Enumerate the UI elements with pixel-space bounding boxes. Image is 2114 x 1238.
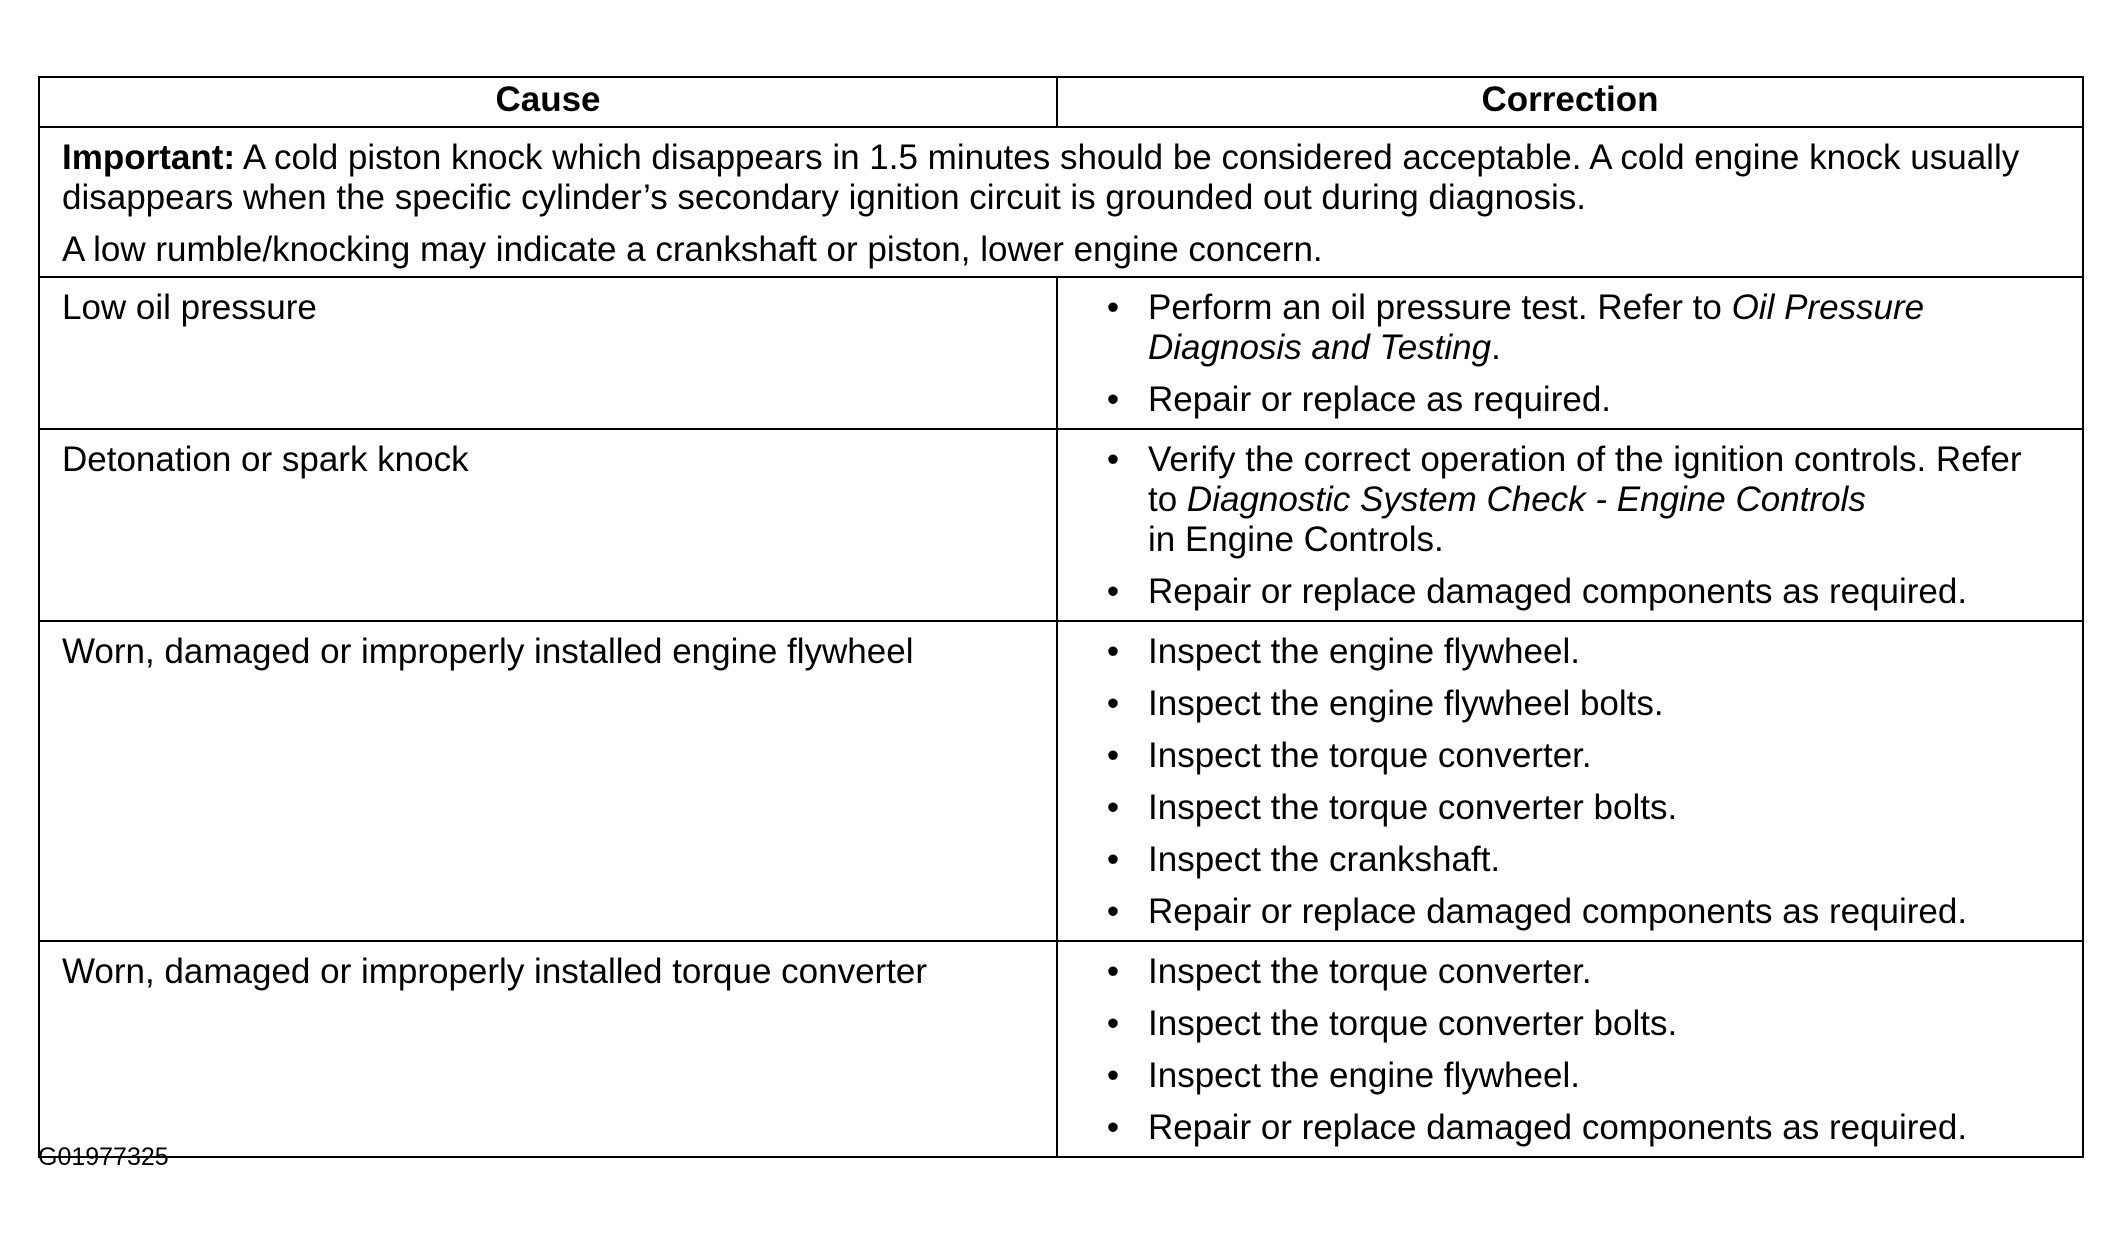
reference-text: Oil Pressure Diagnosis and Testing xyxy=(1148,288,1925,367)
correction-list xyxy=(1098,952,2060,1148)
correction-text: Inspect the engine flywheel. xyxy=(1148,1056,1580,1095)
bullet-icon: • xyxy=(1106,440,1120,479)
correction-text: Inspect the torque converter. xyxy=(1148,952,1592,991)
correction-text: Repair or replace damaged components as required. xyxy=(1148,572,1968,611)
bullet-icon: • xyxy=(1106,840,1120,879)
correction-item xyxy=(1098,952,2060,992)
correction-item xyxy=(1098,288,2060,368)
correction-text: Inspect the engine flywheel. xyxy=(1148,632,1580,671)
correction-column-header: Correction xyxy=(1057,77,2083,127)
correction-text: Inspect the torque converter bolts. xyxy=(1148,1004,1678,1043)
correction-cell xyxy=(1057,277,2083,429)
bullet-icon: • xyxy=(1106,572,1120,611)
correction-text: Inspect the crankshaft. xyxy=(1148,840,1501,879)
correction-item xyxy=(1098,892,2060,932)
important-label: Important: xyxy=(62,138,236,177)
important-note-paragraph xyxy=(62,138,2060,218)
correction-list xyxy=(1098,632,2060,932)
bullet-icon: • xyxy=(1106,788,1120,827)
table-row xyxy=(39,621,2083,941)
correction-list xyxy=(1098,288,2060,420)
correction-text: Repair or replace as required. xyxy=(1148,380,1612,419)
correction-item xyxy=(1098,380,2060,420)
correction-text: Inspect the torque converter. xyxy=(1148,736,1592,775)
correction-item xyxy=(1098,1108,2060,1148)
bullet-icon: • xyxy=(1106,1108,1120,1147)
diagnosis-table xyxy=(38,76,2084,1158)
cause-cell: Worn, damaged or improperly installed engine flywheel xyxy=(39,621,1057,941)
correction-item xyxy=(1098,1056,2060,1096)
figure-id: G01977325 xyxy=(38,1143,169,1171)
cause-cell: Detonation or spark knock xyxy=(39,429,1057,621)
bullet-icon: • xyxy=(1106,736,1120,775)
correction-cell xyxy=(1057,621,2083,941)
correction-item xyxy=(1098,788,2060,828)
correction-text: Inspect the torque converter bolts. xyxy=(1148,788,1678,827)
correction-item xyxy=(1098,1004,2060,1044)
important-note-text: A cold piston knock which disappears in 1.5 minutes should be considered acceptable. A cold engine knock usually disappears when the specific cylinder’s secondary ignition circuit is grounded out during diagnosis. xyxy=(62,138,2020,217)
correction-text-suffix: in Engine Controls. xyxy=(1148,520,1444,559)
cause-cell: Low oil pressure xyxy=(39,277,1057,429)
correction-text: Repair or replace damaged components as required. xyxy=(1148,892,1968,931)
bullet-icon: • xyxy=(1106,1004,1120,1043)
cause-column-header: Cause xyxy=(39,77,1057,127)
correction-item xyxy=(1098,632,2060,672)
correction-text: Verify the correct operation of the ignition controls. Refer to xyxy=(1148,440,2022,519)
correction-text: Repair or replace damaged components as required. xyxy=(1148,1108,1968,1147)
important-note-row xyxy=(39,127,2083,277)
correction-cell xyxy=(1057,429,2083,621)
correction-item xyxy=(1098,840,2060,880)
important-note xyxy=(39,127,2083,277)
correction-item xyxy=(1098,572,2060,612)
bullet-icon: • xyxy=(1106,632,1120,671)
correction-item xyxy=(1098,684,2060,724)
bullet-icon: • xyxy=(1106,288,1120,327)
correction-item xyxy=(1098,440,2060,560)
bullet-icon: • xyxy=(1106,380,1120,419)
correction-item xyxy=(1098,736,2060,776)
table-row xyxy=(39,941,2083,1157)
bullet-icon: • xyxy=(1106,684,1120,723)
bullet-icon: • xyxy=(1106,892,1120,931)
bullet-icon: • xyxy=(1106,952,1120,991)
correction-list xyxy=(1098,440,2060,612)
table-row xyxy=(39,277,2083,429)
correction-text: Perform an oil pressure test. Refer to xyxy=(1148,288,1732,327)
reference-text: Diagnostic System Check - Engine Controls xyxy=(1186,480,1866,519)
correction-text-suffix: . xyxy=(1491,328,1501,367)
correction-text: Inspect the engine flywheel bolts. xyxy=(1148,684,1664,723)
bullet-icon: • xyxy=(1106,1056,1120,1095)
cause-cell: Worn, damaged or improperly installed torque converter xyxy=(39,941,1057,1157)
table-row xyxy=(39,429,2083,621)
table-header-row xyxy=(39,77,2083,127)
important-note-paragraph-2: A low rumble/knocking may indicate a crankshaft or piston, lower engine concern. xyxy=(62,230,1323,269)
correction-cell xyxy=(1057,941,2083,1157)
